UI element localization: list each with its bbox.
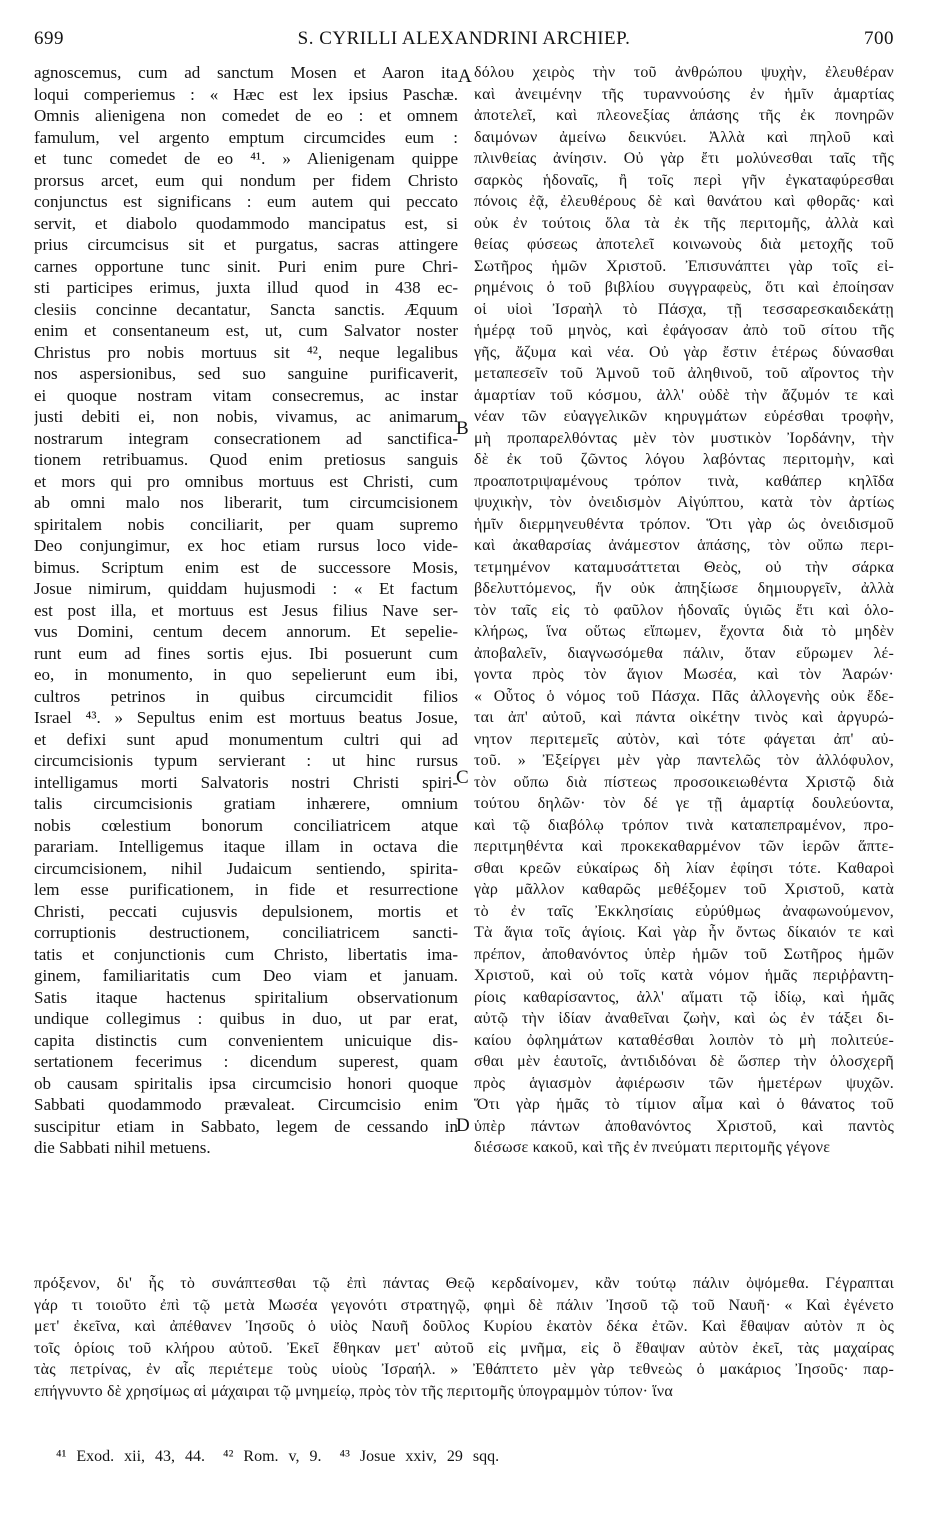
greek-text-line: καίου ὀφλημάτων καταθέσθαι λοιπὸν τὸ μὴ πολιτεύε-	[474, 1031, 894, 1049]
latin-text-line: runt eum ad fines sortis ejus. Ibi posuerunt cum	[34, 643, 458, 663]
latin-text-line: eo, in monumento, in quo sepelierunt eum ibi,	[34, 665, 458, 684]
page-number-left: 699	[34, 28, 64, 49]
greek-text-line: τοῦ. » Ἐξείργει μὲν γὰρ παντελῶς τὸν ἀλλόφυλον,	[474, 752, 894, 769]
latin-text-line: ginem, familiaritatis cum Deo viam et januam.	[34, 966, 458, 985]
latin-text-line: Israel ⁴³. » Sepultus enim est mortuus beatus Josue,	[34, 708, 458, 727]
latin-text-line: die Sabbati nihil metuens.	[34, 1138, 211, 1157]
full-width-text	[34, 1273, 894, 1402]
latin-text-line: servit, et diabolo quodammodo mancipatus est, si	[34, 213, 458, 233]
greek-text-line: ψυχικὴν, τὸν ὀνειδισμὸν Αἰγύπτου, κατὰ τὸν ἀρτίως	[474, 494, 894, 511]
greek-text-line: προαποτριψαμένους τρόπον τινὰ, καθάπερ κηλῖδα	[474, 472, 894, 490]
greek-text-line: σθαι μὲν ἑαυτοῖς, ἀντιδιδόναι δὲ ὥσπερ τὴν ὁλοσχερῆ	[474, 1053, 894, 1070]
latin-text-line: agnoscemus, cum ad sanctum Mosen et Aaron ita	[34, 63, 458, 82]
latin-text-line: undique collegimus : quibus in duo, ut par erat,	[34, 1009, 458, 1028]
latin-text-line: talis circumcisionis gratiam inhærere, omnium	[34, 794, 458, 813]
greek-text-line: δὲ ἐκ τοῦ ζῶντος λόγου λαβόντας περιτομὴν, καὶ	[474, 451, 894, 468]
footnote: ⁴¹ Exod. xii, 43, 44.	[56, 1448, 206, 1465]
greek-text-line: οἱ υἱοὶ Ἰσραὴλ τὸ Πάσχα, τῇ τεσσαρεσκαιδεκάτῃ	[474, 300, 894, 318]
greek-text-line: Ὅτι γὰρ ἡμᾶς τὸ τίμιον αἷμα καὶ ὁ θάνατος τοῦ	[474, 1096, 894, 1113]
latin-text-line: conjunctus est significans : eum autem qui peccato	[34, 192, 458, 211]
latin-text-line: nostrarum integram consecrationem ad sanctifica-	[34, 428, 458, 448]
section-marker-a: A	[458, 66, 472, 87]
latin-text-line: cultros petrinos in quibus circumcidit filios	[34, 686, 458, 706]
latin-text-line: et defixi sunt apud monumentum cultri qui ad	[34, 729, 458, 749]
latin-text-line: nos aspersionibus, sed suo sanguine purificaverit,	[34, 364, 458, 383]
greek-text-line: τὸν οὔπω διὰ πίστεως προσοικειωθέντα Χριστῷ διὰ	[474, 773, 894, 791]
footnote: ⁴³ Josue xxiv, 29 sqq.	[339, 1448, 500, 1465]
greek-text-line: νητον περιτεμεῖς αὐτὸν, καὶ τότε φάγεται ἀπ' αὐ-	[474, 730, 894, 748]
latin-text-line: enim et consentaneum est, ut, cum Salvator noster	[34, 321, 458, 340]
latin-text-line: est post illa, et mortuus est Jesus filius Nave ser-	[34, 600, 458, 620]
greek-text-line: ἀποβαλεῖν, διαγνωσόμεθα πάλιν, ὅταν εὕρωμεν λέ-	[474, 644, 894, 662]
greek-text-line: ται ἀπ' αὐτοῦ, καὶ πάντα οἰκέτην τινὸς καὶ ἀργυρώ-	[474, 709, 894, 726]
latin-text-line: ei quoque nostram vitam consecremus, ac instar	[34, 385, 458, 405]
greek-text-line: κλήρως, ἵνα οὕτως εἴπωμεν, ἔχοντα διὰ τὸ μηδὲν	[474, 623, 894, 640]
greek-text-line: ὑπὲρ πάντων ἀποθανόντος Χριστοῦ, καὶ παντὸς	[474, 1117, 894, 1135]
page-header	[34, 28, 894, 54]
latin-text-line: sti participes erimus, juxta illud quod in 438 ec-	[34, 278, 458, 297]
latin-text-line: justi debiti ei, non nobis, vivamus, ac animarum	[34, 407, 458, 426]
page-number-right: 700	[864, 28, 894, 49]
latin-text-line: ob causam spiritalis ipsa circumcisio honori quoque	[34, 1073, 458, 1093]
greek-text-line: Τὰ ἅγια τοῖς ἁγίοις. Καὶ γὰρ ἦν ὄντως δίκαιόν τε καὶ	[474, 924, 894, 941]
greek-text-line: καὶ τῷ διαβόλῳ τρόπον τινὰ καταπεπραμένον, προ-	[474, 816, 894, 834]
greek-column	[474, 62, 894, 1159]
greek-text-line: γοντα πρὸς τὸν ἅγιον Μωσέα, καὶ τὸν Ἀαρών·	[474, 666, 894, 683]
section-marker-c: C	[456, 767, 469, 788]
greek-text-line: ρίοις καθαρίσαντος, ἀλλ' αἵματι τῷ ἰδίῳ, καὶ ἡμᾶς	[474, 988, 894, 1006]
latin-text-line: suscipitur etiam in Sabbato, legem de cessando in	[34, 1116, 458, 1136]
greek-text-line: γῆς, ἄζυμα καὶ νέα. Οὐ γὰρ ἔστιν ἑτέρως δύνασθαι	[474, 343, 894, 361]
latin-text-line: Christus pro nobis mortuus sit ⁴², neque legalibus	[34, 342, 458, 362]
latin-text-line: carnes opportune tunc sinit. Puri enim pure Chri-	[34, 256, 458, 276]
latin-text-line: famulum, vel argento emptum circumcides eum :	[34, 127, 458, 147]
full-width-text-line: τὰς πετρίνας, ἐν αἷς περιέτεμε τοὺς υἱοὺς Ἰσραήλ. » Ἐθάπτετο μὲν γὰρ τεθνεὼς ὁ μακάριος Ἰησοῦς· παρ-	[34, 1361, 894, 1378]
latin-text-line: tatis et conjunctionis cum Christo, libertatis ima-	[34, 944, 458, 964]
latin-text-line: Christi, peccati cujusvis depulsionem, mortis et	[34, 901, 458, 921]
greek-text-line: διέσωσε κακοῦ, καὶ τῆς ἐν πνεύματι περιτομῆς γέγονε	[474, 1139, 831, 1156]
greek-text-line: τετμημένον καταμυσάττεται Θεὸς, οὐ τὴν σάρκα	[474, 558, 894, 576]
full-width-text-line: μετ' ἐκεῖνα, καὶ ἀπέθανεν Ἰησοῦς ὁ υἱὸς Ναυῆ δοῦλος Κυρίου ἑκατὸν δέκα ἐτῶν. Καὶ ἔθαψαν αὐτὸν π ὸς	[34, 1318, 894, 1335]
latin-text-line: vus Domini, centum decem annorum. Et sepelie-	[34, 622, 458, 641]
greek-text-line: αὐτῷ τὴν ἰδίαν ἀναθεῖναι ζωὴν, καὶ ὡς ἐν τάξει δι-	[474, 1010, 894, 1027]
greek-text-line: νέαν τῶν εὐαγγελικῶν κηρυγμάτων εὑρέσθαι τροφὴν,	[474, 408, 894, 425]
greek-text-line: Χριστοῦ, καὶ οὐ τοῖς κατὰ νόμον ἡμᾶς περιῤῥαντη-	[474, 967, 894, 984]
greek-text-line: πόνοις ἐᾷ, ἐλευθέρους δὲ καὶ θανάτου καὶ φθορᾶς· καὶ	[474, 193, 894, 210]
footnote: ⁴² Rom. v, 9.	[223, 1448, 322, 1465]
greek-text-line: μεταπεσεῖν τοῦ Ἀμνοῦ τοῦ ἀληθινοῦ, τοῦ αἴροντος τὴν	[474, 365, 894, 382]
latin-text-line: Deo conjungimur, ex hoc etiam rursus loco vide-	[34, 536, 458, 555]
latin-text-line: nobis cœlestium bonorum conciliatricem atque	[34, 815, 458, 835]
latin-text-line: prorsus arcet, eum qui nondum per fidem Christo	[34, 170, 458, 190]
section-marker-d: D	[456, 1115, 470, 1136]
section-marker-b: B	[456, 418, 469, 439]
greek-text-line: δαιμόνων ἀμείνω δεικνύει. Ἀλλὰ καὶ πηλοῦ καὶ	[474, 128, 894, 146]
latin-text-line: ab omni malo nos liberarit, tum circumcisionem	[34, 493, 458, 512]
latin-text-line: et tunc comedet de eo ⁴¹. » Alienigenam quippe	[34, 149, 458, 168]
greek-text-line: περιτμηθέντα καὶ προκεκαθαρμένον τῶν ἱερῶν ἅπτε-	[474, 838, 894, 855]
greek-text-line: σθαι κρεῶν εὐκαίρως δὴ λίαν ἐφίησι τότε. Καθαροὶ	[474, 859, 894, 877]
greek-text-line: πρὸς ἁγιασμὸν ἀφιέρωσιν τῶν ἡμετέρων ψυχῶν.	[474, 1074, 894, 1092]
latin-text-line: intelligamus morti Salvatoris nostri Christi spiri-	[34, 772, 458, 792]
greek-text-line: ρημένοις ὁ τοῦ βιβλίου συγγραφεὺς, ὅτι καὶ ἐποίησαν	[474, 279, 894, 296]
greek-text-line: καὶ ἀνειμένην τῆς τυραννούσης ἐν ἡμῖν ἁμαρτίας	[474, 85, 894, 103]
latin-text-line: circumcisionis typum servierant : ut hinc rursus	[34, 751, 458, 770]
greek-text-line: οὐκ ἐν τούτοις ὅλα τὰ ἐκ τῆς περιτομῆς, ἀλλὰ καὶ	[474, 214, 894, 232]
latin-text-line: sertationem fecerimus : dicendum superest, quam	[34, 1052, 458, 1071]
latin-text-line: Josue nimirum, quiddam hujusmodi : « Et factum	[34, 579, 458, 598]
full-width-text-line: τοῖς ὁρίοις τοῦ κλήρου αὐτοῦ. Ἐκεῖ ἔθηκαν μετ' αὐτοῦ εἰς μνῆμα, εἰς ὃ ἔθαψαν αὐτὸν ἐκεῖ, τὰς μαχαίρας	[34, 1339, 894, 1357]
latin-text-line: spiritalem nobis conciliarit, per quam supremo	[34, 514, 458, 534]
latin-text-line: loqui comperiemus : « Hæc est lex ipsius Paschæ.	[34, 84, 458, 104]
greek-text-line: ἡμῖν διερμηνευθέντα τρόπον. Ὅτι γὰρ ὡς ὀνειδισμοῦ	[474, 515, 894, 533]
greek-text-line: γὰρ μᾶλλον καθαρῶς μεθέξομεν τοῦ Χριστοῦ, κατὰ	[474, 881, 894, 898]
running-title: S. CYRILLI ALEXANDRINI ARCHIEP.	[297, 28, 631, 49]
latin-text-line: lem esse purificationem, in fide et resurrectione	[34, 880, 458, 899]
greek-text-line: « Οὗτος ὁ νόμος τοῦ Πάσχα. Πᾶς ἀλλογενὴς οὐκ ἔδε-	[474, 687, 894, 705]
greek-text-line: ἀποτελεῖ, καὶ πλεονεξίας ἁπάσης τῆς ἐκ πονηρῶν	[474, 107, 894, 124]
latin-text-line: bimus. Scriptum enim est de successore Mosis,	[34, 557, 458, 577]
full-width-text-line: γάρ τι τοιοῦτο ἐπὶ τῷ μετὰ Μωσέα γεγονότι στρατηγῷ, φημὶ δὲ πάλιν Ἰησοῦ τῷ τοῦ Ναυῆ· « Καὶ ἐγένετο	[34, 1296, 894, 1314]
greek-text-line: τὸ ἐν ταῖς Ἐκκλησίαις εὐρύθμως ἀναφωνούμενον,	[474, 902, 894, 920]
greek-text-line: ἁμαρτίαν τοῦ κόσμου, ἀλλ' οὐδὲ τὴν ἄζυμόν τε καὶ	[474, 386, 894, 404]
greek-text-line: τὸν ταῖς εἰς τὸ φαῦλον ἡδοναῖς ὑγιῶς ἔτι καὶ ὁλο-	[474, 601, 894, 619]
greek-text-line: Σωτῆρος ἡμῶν Χριστοῦ. Ἐπισυνάπτει γὰρ τοῖς εἰ-	[474, 257, 894, 275]
greek-text-line: καὶ ἀκαθαρσίας ἀνάμεστον ἁπάσης, τὸν οὔπω περι-	[474, 537, 894, 554]
latin-column	[34, 62, 458, 1159]
latin-text-line: Omnis alienigena non comedet de eo : et omnem	[34, 106, 458, 125]
latin-text-line: corruptionis destructionem, conciliatricem sancti-	[34, 923, 458, 942]
greek-text-line: ἡμέρᾳ τοῦ μηνὸς, καὶ ἐφάγοσαν ἀπὸ τοῦ σίτου τῆς	[474, 322, 894, 339]
latin-text-line: capita distinctis cum convenientem unicuique dis-	[34, 1030, 458, 1050]
latin-text-line: parariam. Intelligemus itaque illam in octava die	[34, 837, 458, 856]
greek-text-line: πλινθείας ἀνίησιν. Οὐ γὰρ ἔτι μολύνεσθαι ταῖς τῆς	[474, 150, 894, 167]
latin-text-line: tionem retribuamus. Quod enim pretiosus sanguis	[34, 450, 458, 469]
full-width-text-line: επήγνυντο δὲ χρησίμως αἱ μάχαιραι τῷ μνημείῳ, πρὸς τὸν τῆς περιτομῆς ὑπογραμμὸν τύπον· ἵνα	[34, 1382, 673, 1400]
greek-text-line: θείας φύσεως ἀποτελεῖ κοινωνοὺς διὰ μετοχῆς τοῦ	[474, 236, 894, 253]
latin-text-line: Satis itaque hactenus spiritalium observationum	[34, 987, 458, 1007]
greek-text-line: βδελυττόμενος, ἥν οὐκ ἀπηξίωσε δημιουργεῖν, ἀλλὰ	[474, 580, 894, 597]
greek-text-line: τούτου δηλῶν· τὸν δέ γε τῇ ἁμαρτίᾳ δουλεύοντα,	[474, 795, 894, 812]
greek-text-line: μὴ προπαρελθόντας μὲν τὸν μυστικὸν Ἰορδάνην, τὴν	[474, 429, 894, 447]
greek-text-line: πρέπον, ἀποθανόντος ὑπὲρ ἡμῶν τοῦ Σωτῆρος ἡμῶν	[474, 945, 894, 963]
latin-text-line: Sabbati quodammodo prævaleat. Circumcisio enim	[34, 1095, 458, 1114]
latin-text-line: circumcisionem, nihil Judaicum sentiendo, spirita-	[34, 858, 458, 878]
latin-text-line: et mors qui pro omnibus mortuus est Christi, cum	[34, 471, 458, 491]
greek-text-line: σαρκὸς ἡδοναῖς, ἢ τοῖς περὶ γῆν ἐγκαταφύρεσθαι	[474, 171, 894, 189]
latin-text-line: clesiis concinne decantatur, Sancta sanctis. Æquum	[34, 299, 458, 319]
footnotes	[56, 1448, 517, 1466]
latin-text-line: prius circumcisus sit et purgatus, sacras attingere	[34, 235, 458, 254]
full-width-text-line: πρόξενον, δι' ἧς τὸ συνάπτεσθαι τῷ ἐπὶ πάντας Θεῷ κερδαίνομεν, κἂν τούτῳ πάλιν ὀψόμεθα. Γέγραπται	[34, 1275, 894, 1292]
greek-text-line: δόλου χειρὸς τὴν τοῦ ἀνθρώπου ψυχὴν, ἐλευθέραν	[474, 64, 894, 81]
